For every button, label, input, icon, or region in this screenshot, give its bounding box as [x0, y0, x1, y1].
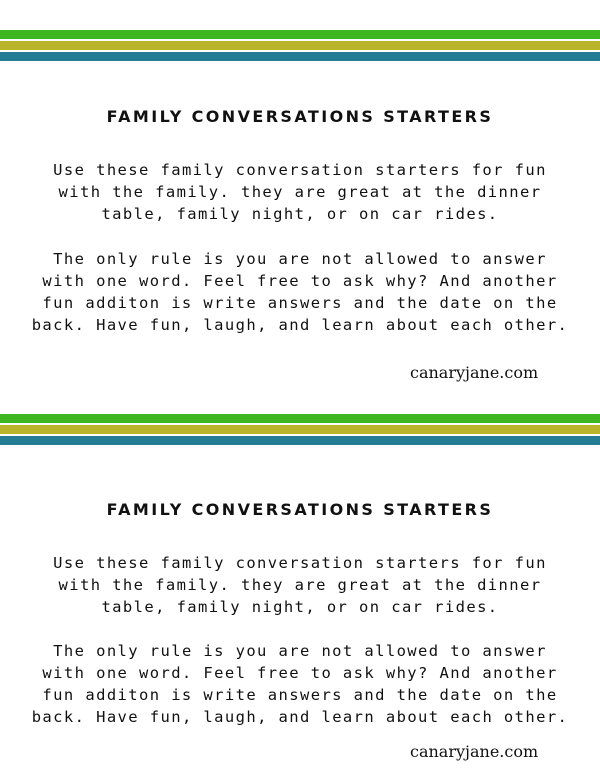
site-credit: canaryjane.com — [410, 742, 539, 761]
teal-stripe — [0, 436, 600, 445]
olive-stripe — [0, 425, 600, 434]
teal-stripe — [0, 52, 600, 61]
card-title: FAMILY CONVERSATIONS STARTERS — [106, 106, 494, 126]
conversation-card-bottom — [0, 398, 600, 778]
header-stripes — [0, 30, 600, 63]
olive-stripe — [0, 41, 600, 50]
green-stripe — [0, 30, 600, 39]
conversation-card-top — [0, 0, 600, 380]
rules-paragraph: The only rule is you are not allowed to answer with one word. Feel free to ask why? And another fun additon is write answers and the date on the back. Have fun, laugh, and learn about each other. — [31, 641, 569, 726]
header-stripes — [0, 414, 600, 447]
intro-paragraph: Use these family conversation starters for fun with the family. they are great at the dinner table, family night, or on car rides. — [53, 553, 547, 616]
intro-paragraph: Use these family conversation starters for fun with the family. they are great at the dinner table, family night, or on car rides. — [53, 160, 547, 223]
rules-paragraph: The only rule is you are not allowed to answer with one word. Feel free to ask why? And another fun additon is write answers and the date on the back. Have fun, laugh, and learn about each other. — [31, 249, 569, 334]
green-stripe — [0, 414, 600, 423]
site-credit: canaryjane.com — [410, 363, 539, 382]
card-title: FAMILY CONVERSATIONS STARTERS — [106, 499, 494, 519]
